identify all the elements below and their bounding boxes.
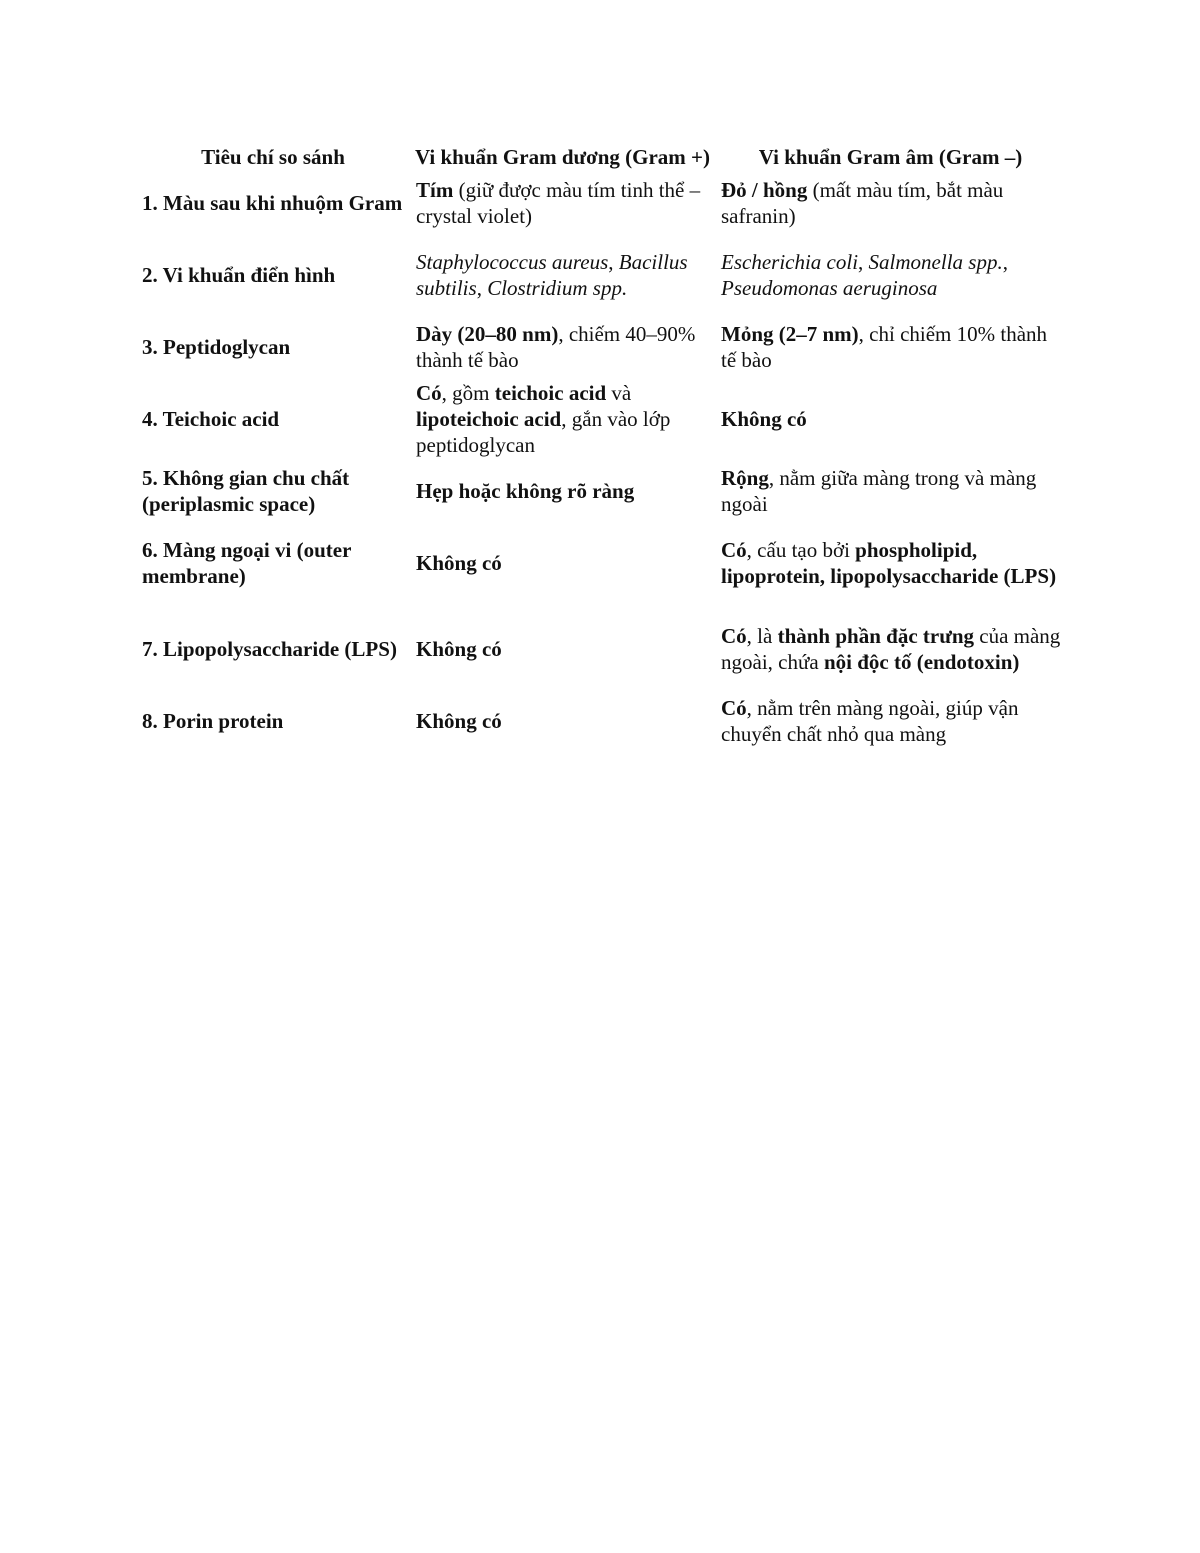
table-row — [136, 606, 1066, 692]
cell-text: , — [858, 250, 869, 274]
bold-text: Có — [721, 624, 747, 648]
cell-text: , chỉ chiếm 10% thành tế bào — [721, 322, 1048, 372]
bold-text: Có — [416, 381, 442, 405]
gram-positive-cell — [410, 692, 715, 750]
cell-text: , nằm giữa màng trong và màng ngoài — [721, 466, 1037, 516]
table-row — [136, 692, 1066, 750]
gram-positive-cell — [410, 606, 715, 692]
cell-text: , gồm — [441, 381, 495, 405]
bold-text: nội độc tố (endotoxin) — [823, 650, 1020, 674]
table-row — [136, 462, 1066, 520]
bold-text: Hẹp hoặc không rõ ràng — [416, 479, 635, 503]
table-row — [136, 376, 1066, 462]
gram-positive-cell — [410, 318, 715, 376]
table-row — [136, 174, 1066, 232]
bold-text: Mỏng (2–7 nm) — [721, 322, 859, 346]
header-criterion: Tiêu chí so sánh — [201, 145, 345, 169]
cell-text: , nằm trên màng ngoài, giúp vận chuyển chất nhỏ qua màng — [721, 696, 1019, 746]
gram-comparison-table — [136, 140, 1066, 750]
header-gram-negative: Vi khuẩn Gram âm (Gram –) — [758, 145, 1023, 169]
gram-positive-cell — [410, 376, 715, 462]
table-row — [136, 232, 1066, 318]
cell-text: và — [606, 381, 632, 405]
italic-text: Staphylococcus aureus — [416, 250, 609, 274]
bold-text: teichoic acid — [494, 381, 607, 405]
cell-text: , — [1002, 250, 1008, 274]
criterion-cell: 7. Lipopolysaccharide (LPS) — [142, 637, 397, 661]
criterion-cell: 5. Không gian chu chất (periplasmic space) — [142, 466, 350, 516]
header-gram-positive: Vi khuẩn Gram dương (Gram +) — [414, 145, 711, 169]
italic-text: Pseudomonas aeruginosa — [721, 276, 938, 300]
bold-text: Rộng — [721, 466, 769, 490]
italic-text: Clostridium spp. — [487, 276, 628, 300]
bold-text: Có — [721, 696, 747, 720]
gram-negative-cell — [715, 174, 1066, 232]
cell-text: , — [476, 276, 488, 300]
table-row — [136, 520, 1066, 606]
bold-text: thành phần đặc trưng — [777, 624, 974, 648]
bold-text: Có — [721, 538, 747, 562]
gram-negative-cell — [715, 318, 1066, 376]
criterion-cell: 2. Vi khuẩn điển hình — [142, 263, 336, 287]
bold-text: Không có — [721, 407, 807, 431]
cell-text: , gắn vào lớp peptidoglycan — [416, 407, 671, 457]
criterion-cell: 8. Porin protein — [142, 709, 284, 733]
cell-text: , là — [746, 624, 778, 648]
gram-positive-cell — [410, 174, 715, 232]
table-header-row — [136, 140, 1066, 174]
bold-text: Đỏ / hồng — [721, 178, 808, 202]
gram-negative-cell — [715, 606, 1066, 692]
gram-positive-cell — [410, 520, 715, 606]
cell-text: , chiếm 40–90% thành tế bào — [416, 322, 696, 372]
gram-negative-cell — [715, 462, 1066, 520]
cell-text: , cấu tạo bởi — [746, 538, 856, 562]
criterion-cell: 3. Peptidoglycan — [142, 335, 291, 359]
table-row — [136, 318, 1066, 376]
criterion-cell: 6. Màng ngoại vi (outer membrane) — [142, 538, 352, 588]
bold-text: Tím — [416, 178, 454, 202]
italic-text: Escherichia coli — [721, 250, 859, 274]
gram-negative-cell — [715, 376, 1066, 462]
cell-text: (mất màu tím, bắt màu safranin) — [721, 178, 1004, 228]
gram-negative-cell — [715, 520, 1066, 606]
bold-text: Không có — [416, 551, 502, 575]
cell-text: (giữ được màu tím tinh thể – crystal violet) — [416, 178, 701, 228]
bold-text: phospholipid, lipoprotein, lipopolysaccharide (LPS) — [721, 538, 1057, 588]
bold-text: Không có — [416, 637, 502, 661]
cell-text: của màng ngoài, chứa — [721, 624, 1061, 674]
italic-text: Salmonella spp. — [868, 250, 1003, 274]
cell-text: , — [608, 250, 619, 274]
gram-positive-cell — [410, 232, 715, 318]
bold-text: Không có — [416, 709, 502, 733]
criterion-cell: 4. Teichoic acid — [142, 407, 280, 431]
criterion-cell: 1. Màu sau khi nhuộm Gram — [142, 191, 403, 215]
bold-text: lipoteichoic acid — [416, 407, 562, 431]
gram-negative-cell — [715, 692, 1066, 750]
gram-negative-cell — [715, 232, 1066, 318]
gram-positive-cell — [410, 462, 715, 520]
bold-text: Dày (20–80 nm) — [416, 322, 559, 346]
italic-text: Bacillus subtilis — [416, 250, 688, 300]
